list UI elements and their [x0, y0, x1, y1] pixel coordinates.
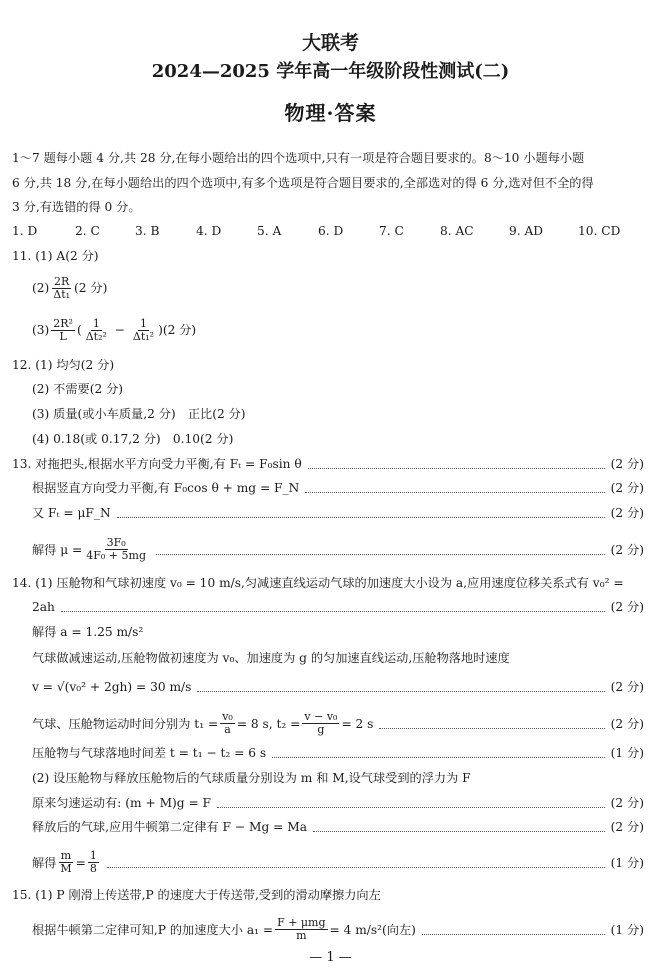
q14-line: 解得 a = 1.25 m/s²: [32, 625, 144, 639]
answer-item: 3. B: [135, 224, 160, 238]
q14-line: 解得 $\frac{m}{M}$ = $\frac{1}{8}$ (1 分): [32, 849, 644, 875]
q14-line: 气球做减速运动,压舱物做初速度为 v₀、加速度为 g 的匀加速直线运动,压舱物落地时速度: [32, 651, 510, 665]
exam-org: 大联考: [301, 32, 359, 54]
answer-item: 10. CD: [578, 224, 621, 238]
q14-line: 14. (1) 压舱物和气球初速度 v₀ = 10 m/s,匀减速直线运动气球的加速度大小设为 a,应用速度位移关系式有 v₀² =: [12, 576, 624, 590]
intro-line: 3 分,有选错的得 0 分。: [12, 200, 141, 214]
answer-item: 2. C: [75, 224, 100, 238]
q14-line: 释放后的气球,应用牛顿第二定律有 F − Mg = Ma (2 分): [32, 820, 644, 834]
q12-part2: (2) 不需要(2 分): [32, 382, 124, 396]
q13-line: 13. 对拖把头,根据水平方向受力平衡,有 Fₜ = F₀sin θ (2 分): [12, 457, 644, 471]
answer-item: 6. D: [318, 224, 344, 238]
q11-part2: (2) $\frac{2R}{\text{Δt₁}}$ (2 分): [32, 275, 108, 301]
answer-item: 1. D: [12, 224, 38, 238]
q12-part4: (4) 0.18(或 0.17,2 分) 0.10(2 分): [32, 432, 234, 446]
answer-item: 9. AD: [509, 224, 544, 238]
q14-line: 2ah (2 分): [32, 600, 644, 614]
q14-line: 气球、压舱物运动时间分别为 t₁ = $\frac{\text{v₀}}{a}$ = 8 s, t₂ = $\frac{\text{v − v₀}}{g}$ = 2 s (2 分): [32, 710, 644, 736]
answer-item: 4. D: [196, 224, 222, 238]
page-number: — 1 —: [309, 950, 352, 965]
subject-title: 物理·答案: [284, 101, 377, 125]
answer-item: 5. A: [257, 224, 282, 238]
q13-line: 根据竖直方向受力平衡,有 F₀cos θ + mg = F_N (2 分): [32, 481, 644, 495]
q14-line: (2) 设压舱物与释放压舱物后的气球质量分别设为 m 和 M,设气球受到的浮力为 F: [32, 771, 471, 785]
answer-item: 8. AC: [440, 224, 474, 238]
q15-line: 15. (1) P 刚滑上传送带,P 的速度大于传送带,受到的滑动摩擦力向左: [12, 888, 381, 902]
q14-line: 原来匀速运动有: (m + M)g = F (2 分): [32, 796, 644, 810]
exam-title: 2024—2025 学年高一年级阶段性测试(二): [151, 61, 510, 82]
intro-line: 1～7 题每小题 4 分,共 28 分,在每小题给出的四个选项中,只有一项是符合题目要求的。8～10 小题每小题: [12, 151, 585, 165]
q12-part3: (3) 质量(或小车质量,2 分) 正比(2 分): [32, 407, 246, 421]
q11-part3: (3) $\frac{\text{2R²}}{L}$ ( $\frac{1}{\text{Δt₂²}}$ − $\frac{1}{\text{Δt₁²}}$ )(2 分): [32, 317, 197, 343]
q13-line: 又 Fₜ = μF_N (2 分): [32, 506, 644, 520]
q11-part1: 11. (1) A(2 分): [12, 249, 99, 263]
q15-line: 根据牛顿第二定律可知,P 的加速度大小 a₁ = $\frac{\text{F + μmg}}{m}$ = 4 m/s²(向左) (1 分): [32, 916, 644, 942]
q14-line: v = √(v₀² + 2gh) = 30 m/s (2 分): [32, 680, 644, 694]
q13-line: 解得 μ = $\frac{\text{3F₀}}{\text{4F₀ + 5mg}}$ (2 分): [32, 536, 644, 562]
answer-item: 7. C: [379, 224, 404, 238]
q14-line: 压舱物与气球落地时间差 t = t₁ − t₂ = 6 s (1 分): [32, 746, 644, 760]
intro-line: 6 分,共 18 分,在每小题给出的四个选项中,有多个选项是符合题目要求的,全部选对的得 6 分,选对但不全的得: [12, 176, 594, 190]
q12-part1: 12. (1) 均匀(2 分): [12, 358, 115, 372]
